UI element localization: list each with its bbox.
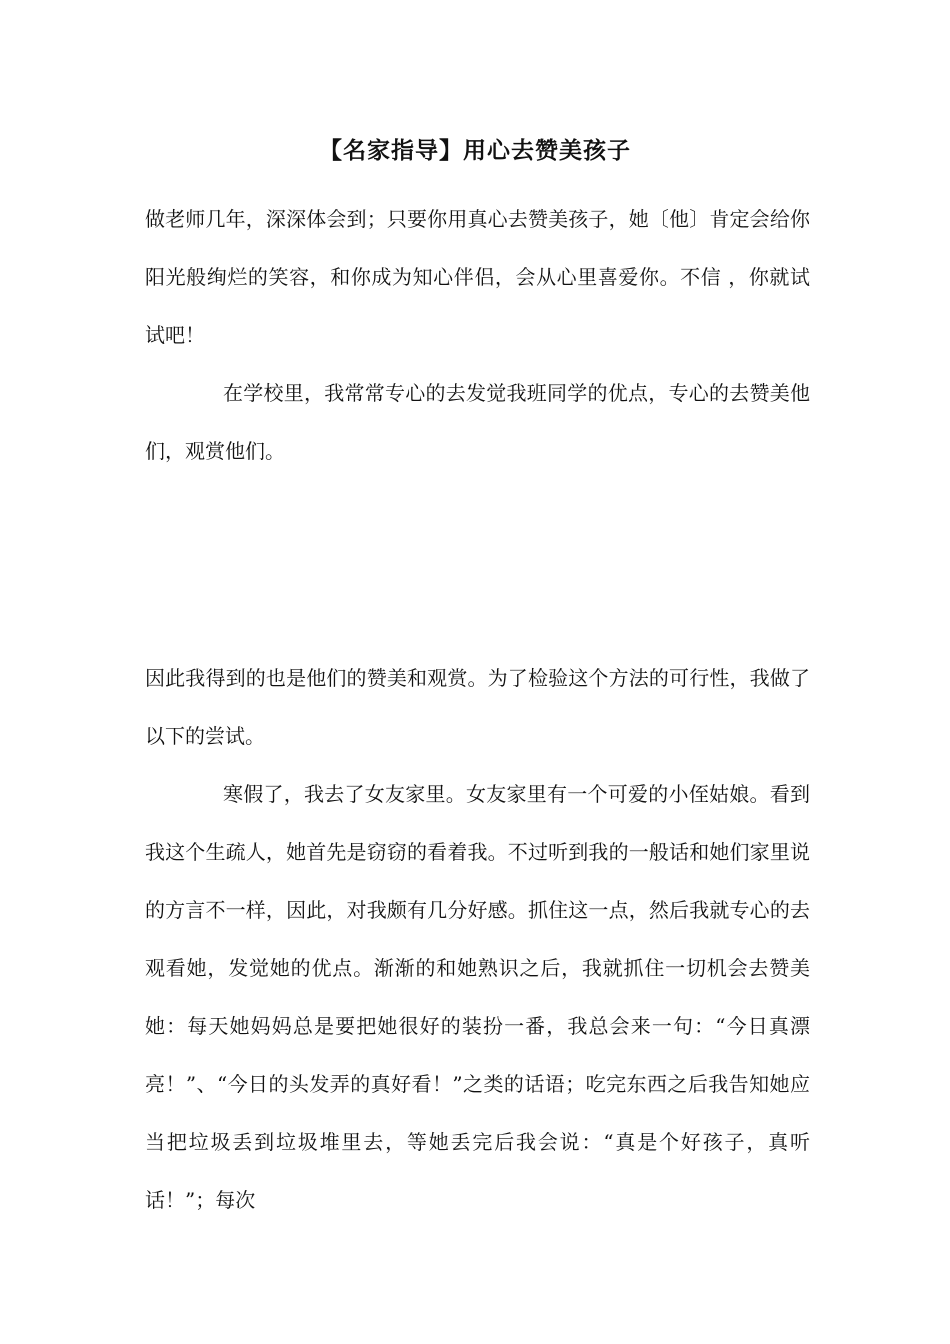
paragraph-2: 在学校里，我常常专心的去发觉我班同学的优点，专心的去赞美他们，观赏他们。: [145, 381, 810, 463]
document-title: 【名家指导】用心去赞美孩子: [319, 138, 631, 164]
paragraph-1: 做老师几年，深深体会到；只要你用真心去赞美孩子，她〔他〕肯定会给你阳光般绚烂的笑容，和你成为知心伴侣，会从心里喜爱你。不信 ，你就试试吧！: [145, 207, 810, 347]
paragraph-4: 寒假了，我去了女友家里。女友家里有一个可爱的小侄姑娘。看到我这个生疏人，她首先是窃窃的看着我。不过听到我的一般话和她们家里说的方言不一样，因此，对我颇有几分好感。抓住这一点，然后我就专心的去观看她，发觉她的优点。渐渐的和她熟识之后，我就抓住一切机会去赞美她：每天她妈妈总是要把她很好的装扮一番，我总会来一句：“今日真漂亮！”、“今日的头发弄的真好看！”之类的话语；吃完东西之后我告知她应当把垃圾丢到垃圾堆里去，等她丢完后我会说：“真是个好孩子，真听话！”；每次: [145, 782, 810, 1212]
paragraph-3: 因此我得到的也是他们的赞美和观赏。为了检验这个方法的可行性，我做了以下的尝试。: [145, 666, 810, 748]
